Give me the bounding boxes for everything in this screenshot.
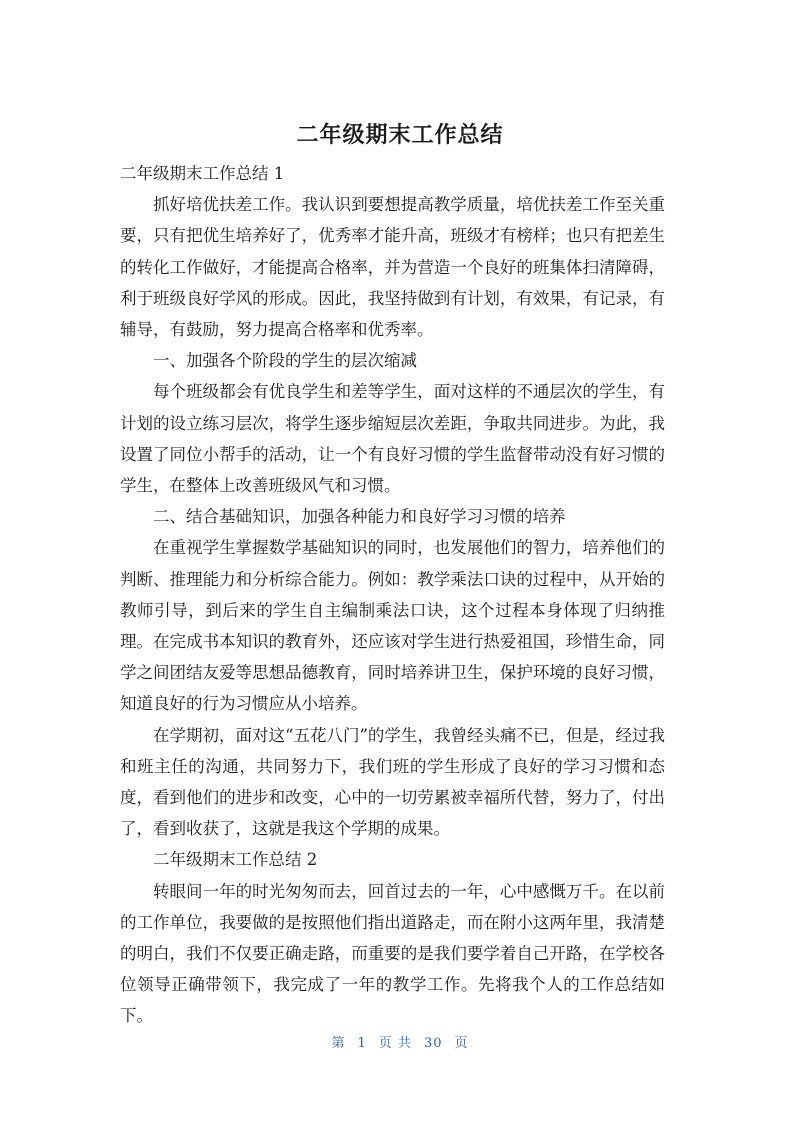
document-body <box>120 158 665 1032</box>
paragraph: 每个班级都会有优良学生和差等学生，面对这样的不通层次的学生，有计划的设立练习层次，将学生逐步缩短层次差距，争取共同进步。为此，我设置了同位小帮手的活动，让一个有良好习惯的学生监督带动没有好习惯的学生，在整体上改善班级风气和习惯。 <box>120 382 665 496</box>
footer-suffix: 页 <box>454 1036 469 1051</box>
section-title-1: 二年级期末工作总结 1 <box>120 164 285 183</box>
section-title-2: 二年级期末工作总结 2 <box>153 850 318 870</box>
paragraph: 抓好培优扶差工作。我认识到要想提高教学质量，培优扶差工作至关重要，只有把优生培养好了，优秀率才能升高，班级才有榜样；也只有把差生的转化工作做好，才能提高合格率，并为营造一个良好的班集体扫清障碍，利于班级良好学风的形成。因此，我坚持做到有计划，有效果，有记录，有辅导，有鼓励，努力提高合格率和优秀率。 <box>120 195 665 340</box>
page-footer <box>0 1032 800 1051</box>
subheading-1: 一、加强各个阶段的学生的层次缩减 <box>153 351 417 371</box>
footer-middle: 页 共 <box>378 1036 412 1051</box>
footer-total-pages: 30 <box>423 1036 443 1051</box>
paragraph: 在重视学生掌握数学基础知识的同时，也发展他们的智力，培养他们的判断、推理能力和分析综合能力。例如：教学乘法口诀的过程中，从开始的教师引导，到后来的学生自主编制乘法口诀，这个过程本身体现了归纳推理。在完成书本知识的教育外，还应该对学生进行热爱祖国，珍惜生命，同学之间团结友爱等思想品德教育，同时培养讲卫生，保护环境的良好习惯，知道良好的行为习惯应从小培养。 <box>120 538 665 714</box>
footer-prefix: 第 <box>331 1036 346 1051</box>
subheading-2: 二、结合基础知识，加强各种能力和良好学习习惯的培养 <box>153 507 566 527</box>
footer-page-number: 1 <box>357 1036 367 1051</box>
paragraph: 在学期初，面对这“五花八门”的学生，我曾经头痛不已，但是，经过我和班主任的沟通，共同努力下，我们班的学生形成了良好的学习习惯和态度，看到他们的进步和改变，心中的一切劳累被幸福所代替，努力了，付出了，看到收获了，这就是我这个学期的成果。 <box>120 725 665 839</box>
document-title: 二年级期末工作总结 <box>296 123 504 148</box>
paragraph: 转眼间一年的时光匆匆而去，回首过去的一年，心中感慨万千。在以前的工作单位，我要做的是按照他们指出道路走，而在附小这两年里，我清楚的明白，我们不仅要正确走路，而重要的是我们要学着自己开路，在学校各位领导正确带领下，我完成了一年的教学工作。先将我个人的工作总结如下。 <box>120 881 665 1026</box>
